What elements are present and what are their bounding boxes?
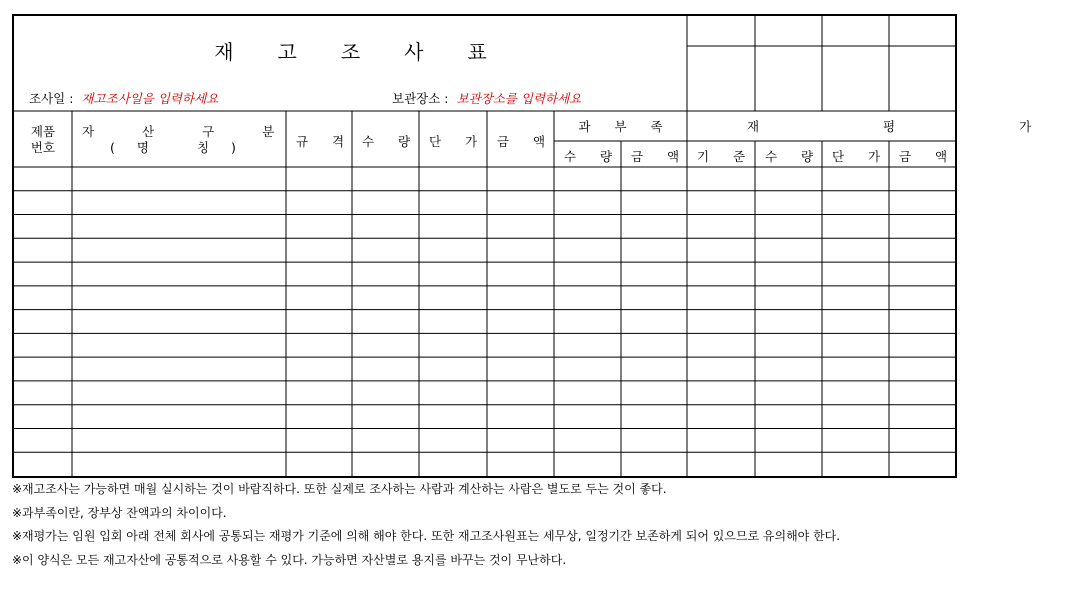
header-revaluation: 재 평 가 [747,119,1091,134]
header-reval-price: 단 가 [832,149,891,164]
header-shortage-amount: 금 액 [631,149,690,164]
notes [12,481,960,575]
header-asset [72,124,297,156]
header-spec: 규 격 [296,134,355,149]
header-shortage-qty: 수 량 [564,149,623,164]
header-product-no-line1: 제품 [30,124,56,139]
storage-location-input[interactable]: 보관장소를 입력하세요 [456,91,582,106]
header-product-no-line2: 번호 [30,140,56,155]
header-reval-amount: 금 액 [899,149,958,164]
header-amount: 금 액 [497,134,556,149]
header-unit-price: 단 가 [429,134,488,149]
survey-date-label: 조사일 : [29,91,74,106]
note-3: ※재평가는 임원 입회 아래 전체 회사에 공통되는 재평가 기준에 의해 해야 한다. 또한 재고조사원표는 세무상, 일정기간 보존하게 되어 있으므로 유의해야 한다. [12,529,841,543]
header-shortage: 과 부 족 [578,119,673,134]
storage-location [392,89,581,107]
note-2: ※과부족이란, 장부상 잔액과의 차이이다. [12,505,227,520]
form-title: 재고조사표 [214,40,531,64]
header-product-no [14,124,72,156]
storage-location-label: 보관장소 : [392,91,449,106]
form-grid [14,16,1091,476]
header-reval-basis: 기 준 [697,149,756,164]
header-qty: 수 량 [362,134,421,149]
header-asset-class: 자 산 구 분 [82,124,297,139]
survey-date [29,89,218,107]
note-4: ※이 양식은 모든 재고자산에 공통적으로 사용할 수 있다. 가능하면 자산별로 용지를 바꾸는 것이 무난하다. [12,552,567,567]
survey-date-input[interactable]: 재고조사일을 입력하세요 [81,91,219,106]
inventory-form [12,14,1091,478]
note-1: ※재고조사는 가능하면 매월 실시하는 것이 바람직하다. 또한 실제로 조사하는 사람과 계산하는 사람은 별도로 두는 것이 좋다. [12,482,667,496]
header-reval-qty: 수 량 [765,149,824,164]
header-asset-name: (명 칭) [110,140,258,155]
